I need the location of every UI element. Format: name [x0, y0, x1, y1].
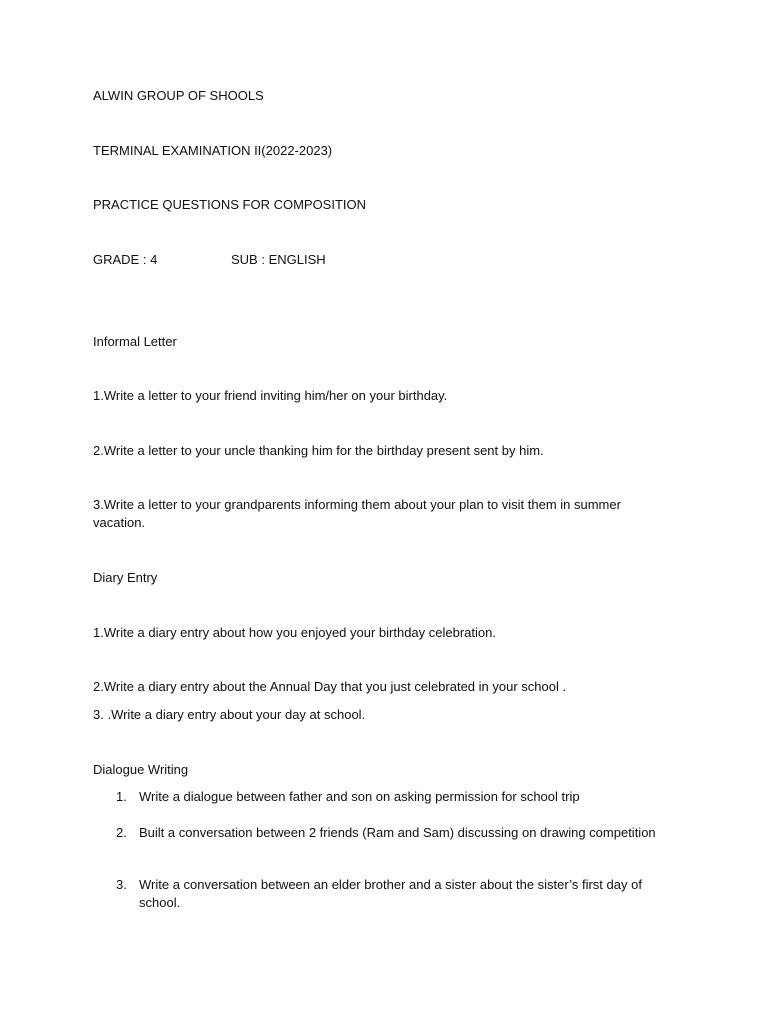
section-heading-dialogue-writing: Dialogue Writing — [93, 762, 189, 777]
school-name: ALWIN GROUP OF SHOOLS — [93, 88, 264, 103]
list-number: 3. — [116, 877, 127, 892]
document-purpose: PRACTICE QUESTIONS FOR COMPOSITION — [93, 197, 367, 212]
subject-label: SUB : ENGLISH — [231, 252, 326, 267]
informal-letter-question-3: 3.Write a letter to your grandparents informing them about your plan to visit them in summer vacation. — [93, 497, 621, 530]
section-heading-diary-entry: Diary Entry — [93, 570, 158, 585]
informal-letter-question-1: 1.Write a letter to your friend inviting him/her on your birthday. — [93, 388, 448, 403]
list-text: Write a conversation between an elder brother and a sister about the sister’s first day of school. — [139, 877, 642, 910]
exam-title: TERMINAL EXAMINATION II(2022-2023) — [93, 143, 333, 158]
grade-subject-line — [93, 251, 663, 269]
list-number: 2. — [116, 825, 127, 840]
section-heading-informal-letter: Informal Letter — [93, 334, 177, 349]
informal-letter-question-2: 2.Write a letter to your uncle thanking him for the birthday present sent by him. — [93, 443, 544, 458]
diary-entry-question-3: 3. .Write a diary entry about your day at school. — [93, 707, 366, 722]
list-text: Built a conversation between 2 friends (Ram and Sam) discussing on drawing competition — [139, 825, 656, 840]
diary-entry-question-1: 1.Write a diary entry about how you enjoyed your birthday celebration. — [93, 625, 496, 640]
list-text: Write a dialogue between father and son on asking permission for school trip — [139, 789, 580, 804]
diary-entry-question-2: 2.Write a diary entry about the Annual Day that you just celebrated in your school . — [93, 679, 567, 694]
list-number: 1. — [116, 789, 127, 804]
grade-label: GRADE : 4 — [93, 252, 158, 267]
